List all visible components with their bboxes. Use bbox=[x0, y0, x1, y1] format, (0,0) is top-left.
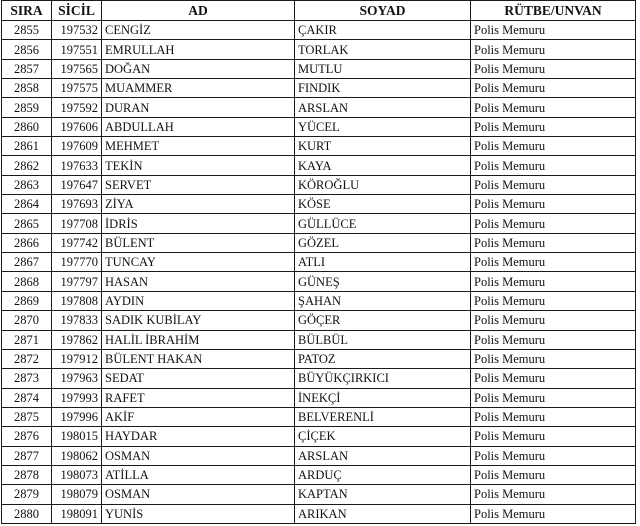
header-sicil: SİCİL bbox=[52, 1, 102, 21]
cell-sicil: 197797 bbox=[52, 272, 102, 291]
cell-sira: 2865 bbox=[2, 214, 52, 233]
cell-soyad: ŞAHAN bbox=[295, 291, 471, 310]
table-row bbox=[2, 156, 636, 175]
cell-soyad: PATOZ bbox=[295, 349, 471, 368]
cell-sira: 2861 bbox=[2, 137, 52, 156]
table-row bbox=[2, 311, 636, 330]
cell-sicil: 197963 bbox=[52, 369, 102, 388]
cell-sira: 2879 bbox=[2, 485, 52, 504]
cell-sicil: 197647 bbox=[52, 175, 102, 194]
cell-rutbe: Polis Memuru bbox=[471, 195, 636, 214]
cell-rutbe: Polis Memuru bbox=[471, 349, 636, 368]
cell-soyad: MUTLU bbox=[295, 59, 471, 78]
cell-sicil: 197693 bbox=[52, 195, 102, 214]
table-row bbox=[2, 117, 636, 136]
cell-sira: 2871 bbox=[2, 330, 52, 349]
cell-soyad: ÇAKIR bbox=[295, 21, 471, 40]
personnel-table bbox=[1, 0, 636, 524]
cell-sicil: 197592 bbox=[52, 98, 102, 117]
cell-rutbe: Polis Memuru bbox=[471, 214, 636, 233]
cell-ad: MEHMET bbox=[102, 137, 295, 156]
cell-rutbe: Polis Memuru bbox=[471, 388, 636, 407]
cell-rutbe: Polis Memuru bbox=[471, 407, 636, 426]
cell-ad: RAFET bbox=[102, 388, 295, 407]
cell-sira: 2855 bbox=[2, 21, 52, 40]
cell-sicil: 198062 bbox=[52, 446, 102, 465]
cell-sicil: 197606 bbox=[52, 117, 102, 136]
cell-ad: CENGİZ bbox=[102, 21, 295, 40]
cell-sira: 2862 bbox=[2, 156, 52, 175]
cell-soyad: ARIKAN bbox=[295, 504, 471, 523]
table-row bbox=[2, 465, 636, 484]
cell-sicil: 197575 bbox=[52, 79, 102, 98]
cell-ad: EMRULLAH bbox=[102, 40, 295, 59]
cell-sicil: 197551 bbox=[52, 40, 102, 59]
cell-ad: ZİYA bbox=[102, 195, 295, 214]
cell-ad: SEDAT bbox=[102, 369, 295, 388]
table-row bbox=[2, 407, 636, 426]
table-row bbox=[2, 272, 636, 291]
cell-sira: 2856 bbox=[2, 40, 52, 59]
cell-sira: 2863 bbox=[2, 175, 52, 194]
cell-soyad: BÜLBÜL bbox=[295, 330, 471, 349]
cell-ad: BÜLENT HAKAN bbox=[102, 349, 295, 368]
cell-sira: 2869 bbox=[2, 291, 52, 310]
cell-sicil: 197532 bbox=[52, 21, 102, 40]
cell-sicil: 197770 bbox=[52, 253, 102, 272]
header-soyad: SOYAD bbox=[295, 1, 471, 21]
cell-soyad: FINDIK bbox=[295, 79, 471, 98]
cell-ad: İDRİS bbox=[102, 214, 295, 233]
cell-sicil: 197808 bbox=[52, 291, 102, 310]
cell-sicil: 197565 bbox=[52, 59, 102, 78]
cell-rutbe: Polis Memuru bbox=[471, 40, 636, 59]
table-row bbox=[2, 195, 636, 214]
cell-ad: AKİF bbox=[102, 407, 295, 426]
cell-ad: DURAN bbox=[102, 98, 295, 117]
cell-ad: OSMAN bbox=[102, 446, 295, 465]
cell-sira: 2858 bbox=[2, 79, 52, 98]
table-row bbox=[2, 214, 636, 233]
cell-sira: 2860 bbox=[2, 117, 52, 136]
cell-ad: TEKİN bbox=[102, 156, 295, 175]
cell-sicil: 197609 bbox=[52, 137, 102, 156]
cell-rutbe: Polis Memuru bbox=[471, 330, 636, 349]
cell-rutbe: Polis Memuru bbox=[471, 156, 636, 175]
table-row bbox=[2, 330, 636, 349]
cell-rutbe: Polis Memuru bbox=[471, 369, 636, 388]
table-row bbox=[2, 175, 636, 194]
cell-soyad: YÜCEL bbox=[295, 117, 471, 136]
table-row bbox=[2, 446, 636, 465]
cell-soyad: TORLAK bbox=[295, 40, 471, 59]
cell-ad: ABDULLAH bbox=[102, 117, 295, 136]
cell-rutbe: Polis Memuru bbox=[471, 175, 636, 194]
cell-soyad: GÖZEL bbox=[295, 233, 471, 252]
cell-soyad: ARSLAN bbox=[295, 446, 471, 465]
cell-ad: HASAN bbox=[102, 272, 295, 291]
cell-ad: AYDIN bbox=[102, 291, 295, 310]
cell-sicil: 197996 bbox=[52, 407, 102, 426]
cell-rutbe: Polis Memuru bbox=[471, 253, 636, 272]
cell-ad: BÜLENT bbox=[102, 233, 295, 252]
cell-soyad: KÖROĞLU bbox=[295, 175, 471, 194]
cell-sira: 2872 bbox=[2, 349, 52, 368]
cell-sira: 2857 bbox=[2, 59, 52, 78]
cell-soyad: KAPTAN bbox=[295, 485, 471, 504]
cell-sira: 2867 bbox=[2, 253, 52, 272]
cell-ad: HAYDAR bbox=[102, 427, 295, 446]
table-row bbox=[2, 291, 636, 310]
cell-sira: 2866 bbox=[2, 233, 52, 252]
cell-rutbe: Polis Memuru bbox=[471, 465, 636, 484]
table-row bbox=[2, 59, 636, 78]
cell-soyad: ARSLAN bbox=[295, 98, 471, 117]
cell-sicil: 197862 bbox=[52, 330, 102, 349]
cell-ad: DOĞAN bbox=[102, 59, 295, 78]
cell-ad: HALİL İBRAHİM bbox=[102, 330, 295, 349]
cell-rutbe: Polis Memuru bbox=[471, 291, 636, 310]
table-row bbox=[2, 98, 636, 117]
cell-sira: 2880 bbox=[2, 504, 52, 523]
cell-soyad: GÜNEŞ bbox=[295, 272, 471, 291]
cell-sicil: 198091 bbox=[52, 504, 102, 523]
cell-sira: 2878 bbox=[2, 465, 52, 484]
cell-rutbe: Polis Memuru bbox=[471, 485, 636, 504]
table-row bbox=[2, 427, 636, 446]
cell-sira: 2864 bbox=[2, 195, 52, 214]
cell-ad: SADIK KUBİLAY bbox=[102, 311, 295, 330]
table-row bbox=[2, 504, 636, 523]
cell-soyad: KAYA bbox=[295, 156, 471, 175]
cell-rutbe: Polis Memuru bbox=[471, 233, 636, 252]
cell-soyad: İNEKÇİ bbox=[295, 388, 471, 407]
cell-rutbe: Polis Memuru bbox=[471, 311, 636, 330]
cell-sicil: 197708 bbox=[52, 214, 102, 233]
header-rutbe: RÜTBE/UNVAN bbox=[471, 1, 636, 21]
cell-rutbe: Polis Memuru bbox=[471, 272, 636, 291]
cell-sira: 2870 bbox=[2, 311, 52, 330]
cell-sicil: 198079 bbox=[52, 485, 102, 504]
cell-sira: 2868 bbox=[2, 272, 52, 291]
cell-soyad: BÜYÜKÇIRKICI bbox=[295, 369, 471, 388]
cell-rutbe: Polis Memuru bbox=[471, 137, 636, 156]
cell-ad: YUNİS bbox=[102, 504, 295, 523]
table-row bbox=[2, 388, 636, 407]
table-row bbox=[2, 233, 636, 252]
table-row bbox=[2, 40, 636, 59]
cell-ad: ATİLLA bbox=[102, 465, 295, 484]
cell-sira: 2877 bbox=[2, 446, 52, 465]
cell-soyad: GÜLLÜCE bbox=[295, 214, 471, 233]
cell-soyad: ARDUÇ bbox=[295, 465, 471, 484]
cell-sira: 2874 bbox=[2, 388, 52, 407]
table-body bbox=[2, 21, 636, 524]
table-row bbox=[2, 79, 636, 98]
cell-rutbe: Polis Memuru bbox=[471, 21, 636, 40]
table-row bbox=[2, 21, 636, 40]
header-ad: AD bbox=[102, 1, 295, 21]
cell-sira: 2875 bbox=[2, 407, 52, 426]
cell-sira: 2876 bbox=[2, 427, 52, 446]
cell-sicil: 197912 bbox=[52, 349, 102, 368]
cell-soyad: BELVERENLİ bbox=[295, 407, 471, 426]
table-row bbox=[2, 349, 636, 368]
cell-ad: MUAMMER bbox=[102, 79, 295, 98]
cell-soyad: KURT bbox=[295, 137, 471, 156]
cell-soyad: ATLI bbox=[295, 253, 471, 272]
cell-rutbe: Polis Memuru bbox=[471, 79, 636, 98]
cell-rutbe: Polis Memuru bbox=[471, 117, 636, 136]
cell-rutbe: Polis Memuru bbox=[471, 59, 636, 78]
cell-rutbe: Polis Memuru bbox=[471, 98, 636, 117]
cell-soyad: KÖSE bbox=[295, 195, 471, 214]
cell-soyad: ÇİÇEK bbox=[295, 427, 471, 446]
cell-soyad: GÖÇER bbox=[295, 311, 471, 330]
table-header-row bbox=[2, 1, 636, 21]
cell-sicil: 198015 bbox=[52, 427, 102, 446]
cell-sicil: 198073 bbox=[52, 465, 102, 484]
cell-sicil: 197993 bbox=[52, 388, 102, 407]
cell-sira: 2873 bbox=[2, 369, 52, 388]
cell-rutbe: Polis Memuru bbox=[471, 446, 636, 465]
cell-sicil: 197633 bbox=[52, 156, 102, 175]
cell-sicil: 197742 bbox=[52, 233, 102, 252]
table-row bbox=[2, 369, 636, 388]
cell-rutbe: Polis Memuru bbox=[471, 427, 636, 446]
table-row bbox=[2, 137, 636, 156]
cell-ad: SERVET bbox=[102, 175, 295, 194]
cell-ad: TUNCAY bbox=[102, 253, 295, 272]
cell-ad: OSMAN bbox=[102, 485, 295, 504]
table-row bbox=[2, 485, 636, 504]
table-row bbox=[2, 253, 636, 272]
cell-rutbe: Polis Memuru bbox=[471, 504, 636, 523]
cell-sira: 2859 bbox=[2, 98, 52, 117]
header-sira: SIRA bbox=[2, 1, 52, 21]
cell-sicil: 197833 bbox=[52, 311, 102, 330]
